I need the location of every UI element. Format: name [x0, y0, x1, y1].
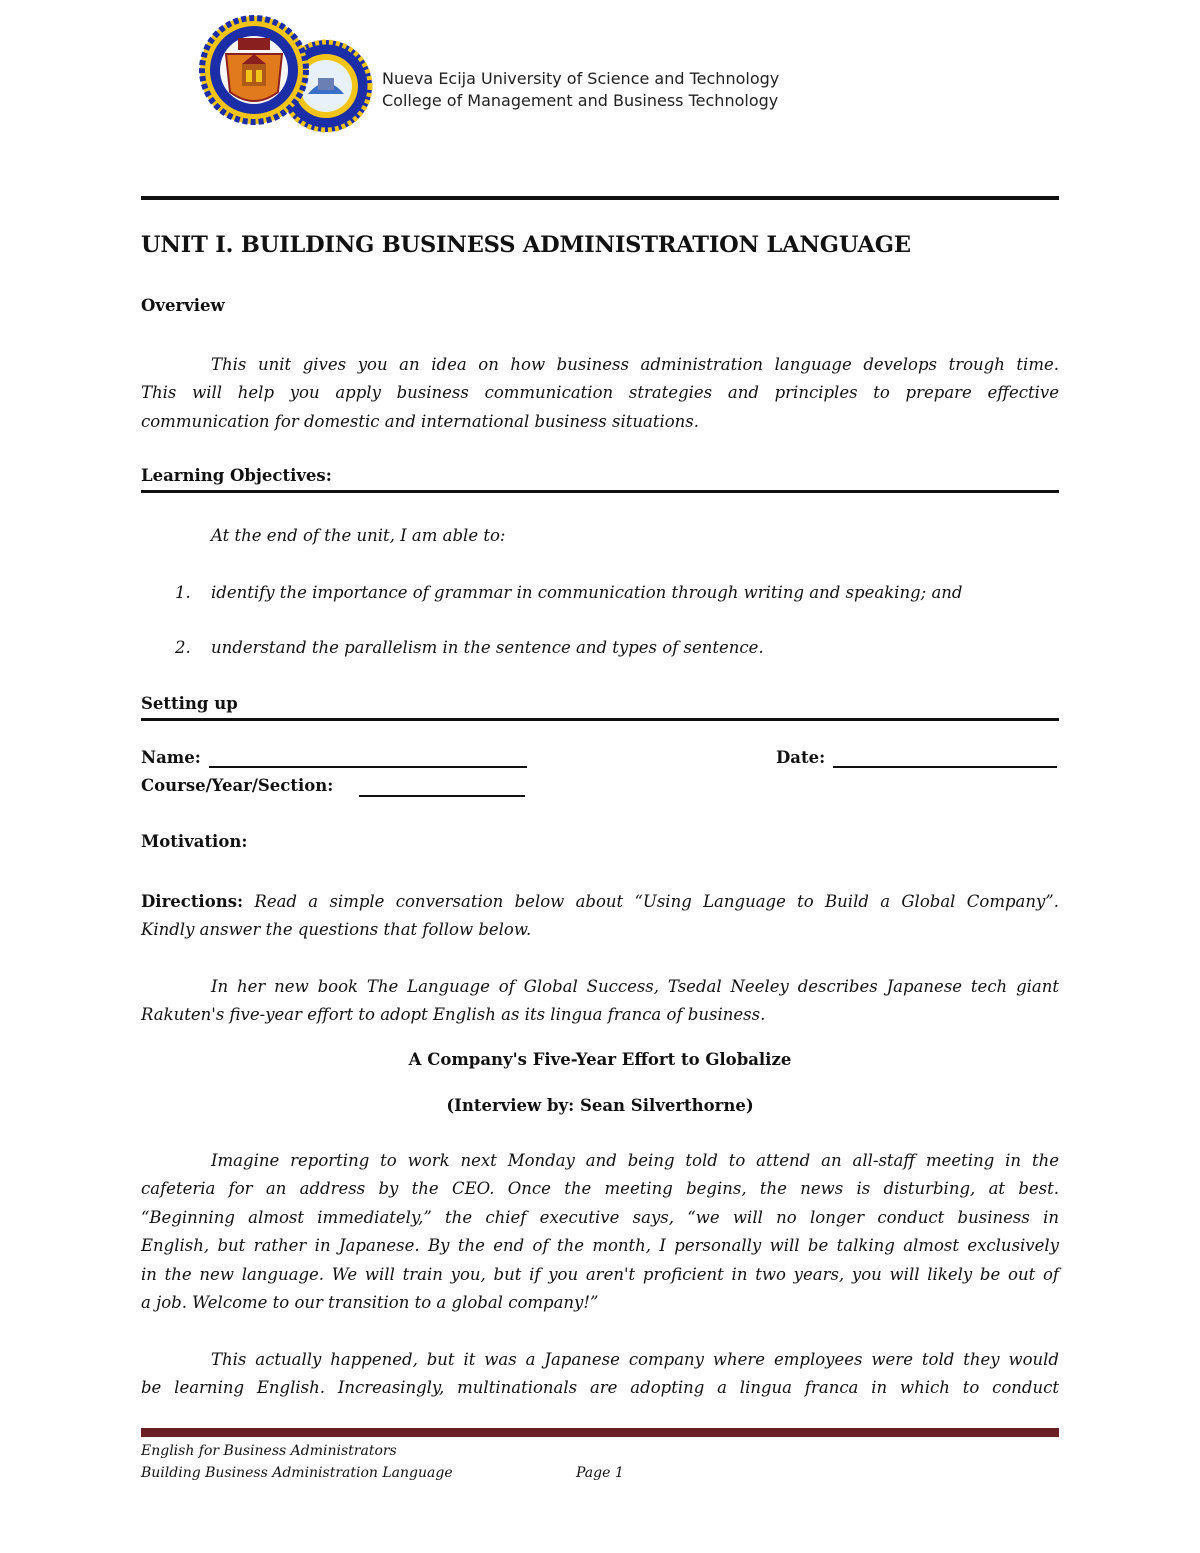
overview-line: communication for domestic and international business situations.	[141, 411, 700, 431]
article-line: This actually happened, but it was a Japanese company where employees were told they would	[211, 1350, 1059, 1369]
footer-bar	[141, 1428, 1059, 1437]
objective-number: 2.	[175, 638, 191, 657]
college-name: College of Management and Business Technology	[382, 91, 779, 110]
intro-line: In her new book The Language of Global Success, Tsedal Neeley describes Japanese tech giant	[211, 977, 1059, 996]
setting-up-rule	[141, 718, 1059, 721]
article-line: Imagine reporting to work next Monday and being told to attend an all-staff meeting in the	[211, 1151, 1059, 1170]
name-label: Name:	[141, 748, 201, 767]
course-blank[interactable]	[359, 795, 525, 797]
overview-line: This will help you apply business communication strategies and principles to prepare effective	[141, 383, 1059, 403]
header-logos	[198, 14, 378, 136]
objectives-rule	[141, 490, 1059, 493]
objectives-heading: Learning Objectives:	[141, 466, 332, 485]
date-label: Date:	[776, 748, 826, 767]
university-name: Nueva Ecija University of Science and Technology	[382, 69, 780, 88]
article-title: A Company's Five-Year Effort to Globalize	[408, 1050, 792, 1069]
objective-item: understand the parallelism in the sentence and types of sentence.	[211, 638, 764, 657]
directions-paragraph	[141, 888, 1059, 945]
objectives-intro: At the end of the unit, I am able to:	[211, 526, 506, 545]
intro-line: Rakuten's five-year effort to adopt English as its lingua franca of business.	[141, 1005, 766, 1025]
footer-page-number: Page 1	[576, 1465, 624, 1481]
institution-header	[382, 68, 779, 112]
article-line: “Beginning almost immediately,” the chief executive says, “we will no longer conduct business in	[141, 1207, 1059, 1227]
directions-label: Directions:	[141, 892, 244, 911]
header-divider	[141, 196, 1059, 200]
directions-line: Directions: Read a simple conversation below about “Using Language to Build a Global Company”.	[141, 892, 1059, 911]
date-blank[interactable]	[833, 766, 1057, 768]
article-byline: (Interview by: Sean Silverthorne)	[446, 1096, 754, 1115]
course-label: Course/Year/Section:	[141, 776, 334, 795]
article-line: be learning English. Increasingly, multinationals are adopting a lingua franca in which to conduct	[141, 1378, 1059, 1398]
intro-paragraph	[141, 973, 1059, 1030]
article-paragraph-2	[141, 1346, 1059, 1403]
footer-course: English for Business Administrators	[141, 1443, 397, 1459]
setting-up-heading: Setting up	[141, 694, 238, 713]
article-line: a job. Welcome to our transition to a global company!”	[141, 1293, 599, 1313]
article-paragraph-1	[141, 1147, 1059, 1317]
university-seal-icon	[200, 16, 308, 124]
motivation-heading: Motivation:	[141, 832, 248, 851]
unit-title: UNIT I. BUILDING BUSINESS ADMINISTRATION LANGUAGE	[141, 232, 911, 258]
article-line: cafeteria for an address by the CEO. Once the meeting begins, the news is disturbing, at best.	[141, 1179, 1059, 1199]
article-line: in the new language. We will train you, but if you aren't proficient in two years, you will likely be out of	[141, 1264, 1059, 1284]
overview-paragraph	[141, 351, 1059, 436]
article-line: English, but rather in Japanese. By the end of the month, I personally will be talking almost exclusively	[141, 1236, 1059, 1256]
name-blank[interactable]	[209, 766, 527, 768]
footer-module: Building Business Administration Language	[141, 1465, 453, 1481]
objective-number: 1.	[175, 583, 191, 602]
directions-line: Kindly answer the questions that follow below.	[141, 920, 532, 940]
objective-item: identify the importance of grammar in communication through writing and speaking; and	[211, 583, 963, 602]
overview-heading: Overview	[141, 296, 225, 315]
overview-line: This unit gives you an idea on how business administration language develops trough time.	[211, 355, 1059, 374]
